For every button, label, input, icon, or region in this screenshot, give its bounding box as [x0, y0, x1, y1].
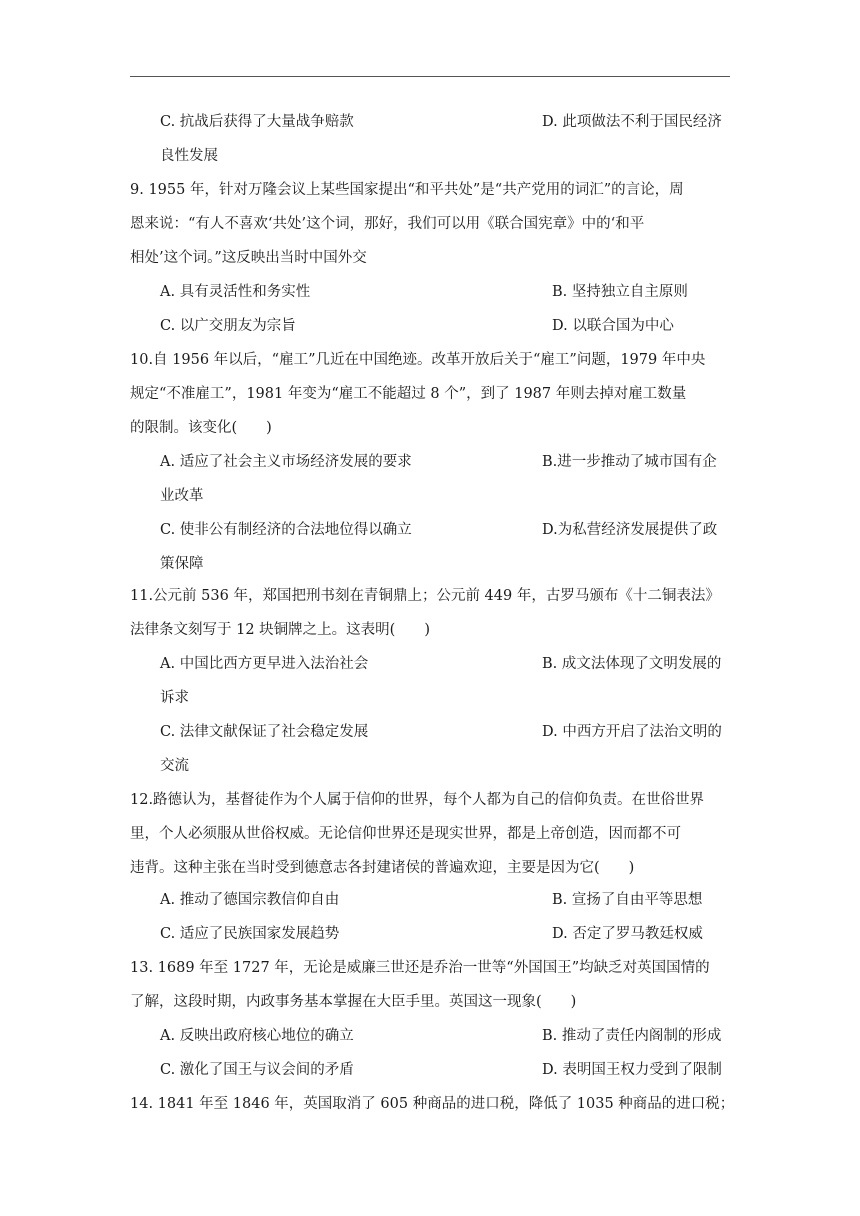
- question-12-option-a: A. 推动了德国宗教信仰自由: [160, 892, 340, 908]
- question-11-option-d-continued: 交流: [160, 758, 189, 774]
- question-14-line-1: 14. 1841 年至 1846 年，英国取消了 605 种商品的进口税，降低了 1035 种商品的进口税；: [130, 1096, 735, 1112]
- question-13-option-a: A. 反映出政府核心地位的确立: [160, 1028, 354, 1044]
- question-10-line-2: 规定“不准雇工”，1981 年变为“雇工不能超过 8 个”，到了 1987 年则去掉对雇工数量: [130, 386, 687, 402]
- question-13-option-c: C. 激化了国王与议会间的矛盾: [160, 1062, 354, 1078]
- prev-option-d: D. 此项做法不利于国民经济: [542, 114, 722, 130]
- question-9-line-3: 相处’这个词。”这反映出当时中国外交: [130, 250, 367, 266]
- question-12-option-c: C. 适应了民族国家发展趋势: [160, 926, 340, 942]
- question-10-line-3: 的限制。该变化( ): [130, 420, 272, 436]
- prev-option-c: C. 抗战后获得了大量战争赔款: [160, 114, 354, 130]
- question-9-option-a: A. 具有灵活性和务实性: [160, 284, 311, 300]
- question-13-option-b: B. 推动了责任内阁制的形成: [542, 1028, 722, 1044]
- question-10-line-1: 10.自 1956 年以后，“雇工”几近在中国绝迹。改革开放后关于“雇工”问题，1979 年中央: [130, 352, 706, 368]
- prev-option-d-continued: 良性发展: [160, 148, 218, 164]
- question-10-option-d-continued: 策保障: [160, 556, 204, 572]
- question-13-line-1: 13. 1689 年至 1727 年，无论是威廉三世还是乔治一世等“外国国王”均缺乏对英国国情的: [130, 960, 710, 976]
- question-11-option-d: D. 中西方开启了法治文明的: [542, 724, 722, 740]
- question-11-option-a: A. 中国比西方更早进入法治社会: [160, 656, 369, 672]
- question-11-option-b-continued: 诉求: [160, 690, 189, 706]
- question-13-line-2: 了解，这段时期，内政事务基本掌握在大臣手里。英国这一现象( ): [130, 994, 577, 1010]
- question-10-option-a: A. 适应了社会主义市场经济发展的要求: [160, 454, 412, 470]
- question-13-option-d: D. 表明国王权力受到了限制: [542, 1062, 722, 1078]
- question-10-option-b: B.进一步推动了城市国有企: [542, 454, 717, 470]
- question-11-option-b: B. 成文法体现了文明发展的: [542, 656, 722, 672]
- question-11-option-c: C. 法律文献保证了社会稳定发展: [160, 724, 369, 740]
- question-9-option-d: D. 以联合国为中心: [552, 318, 674, 334]
- question-11-line-2: 法律条文刻写于 12 块铜牌之上。这表明( ): [130, 622, 430, 638]
- question-11-line-1: 11.公元前 536 年，郑国把刑书刻在青铜鼎上；公元前 449 年，古罗马颁布《十二铜表法》: [130, 588, 720, 604]
- question-9-line-2: 恩来说：“有人不喜欢‘共处’这个词，那好，我们可以用《联合国宪章》中的‘和平: [130, 216, 645, 232]
- question-9-option-b: B. 坚持独立自主原则: [552, 284, 688, 300]
- question-9-line-1: 9. 1955 年，针对万隆会议上某些国家提出“和平共处”是“共产党用的词汇”的言论，周: [130, 182, 684, 198]
- question-9-option-c: C. 以广交朋友为宗旨: [160, 318, 296, 334]
- question-12-line-2: 里，个人必须服从世俗权威。无论信仰世界还是现实世界，都是上帝创造，因而都不可: [130, 826, 681, 842]
- question-12-line-3: 违背。这种主张在当时受到德意志各封建诸侯的普遍欢迎，主要是因为它( ): [130, 860, 635, 876]
- question-12-line-1: 12.路德认为，基督徒作为个人属于信仰的世界，每个人都为自己的信仰负责。在世俗世界: [130, 792, 705, 808]
- question-10-option-c: C. 使非公有制经济的合法地位得以确立: [160, 522, 412, 538]
- question-12-option-b: B. 宣扬了自由平等思想: [552, 892, 703, 908]
- question-10-option-b-continued: 业改革: [160, 488, 204, 504]
- question-10-option-d: D.为私营经济发展提供了政: [542, 522, 718, 538]
- header-rule: [130, 76, 730, 77]
- question-12-option-d: D. 否定了罗马教廷权威: [552, 926, 703, 942]
